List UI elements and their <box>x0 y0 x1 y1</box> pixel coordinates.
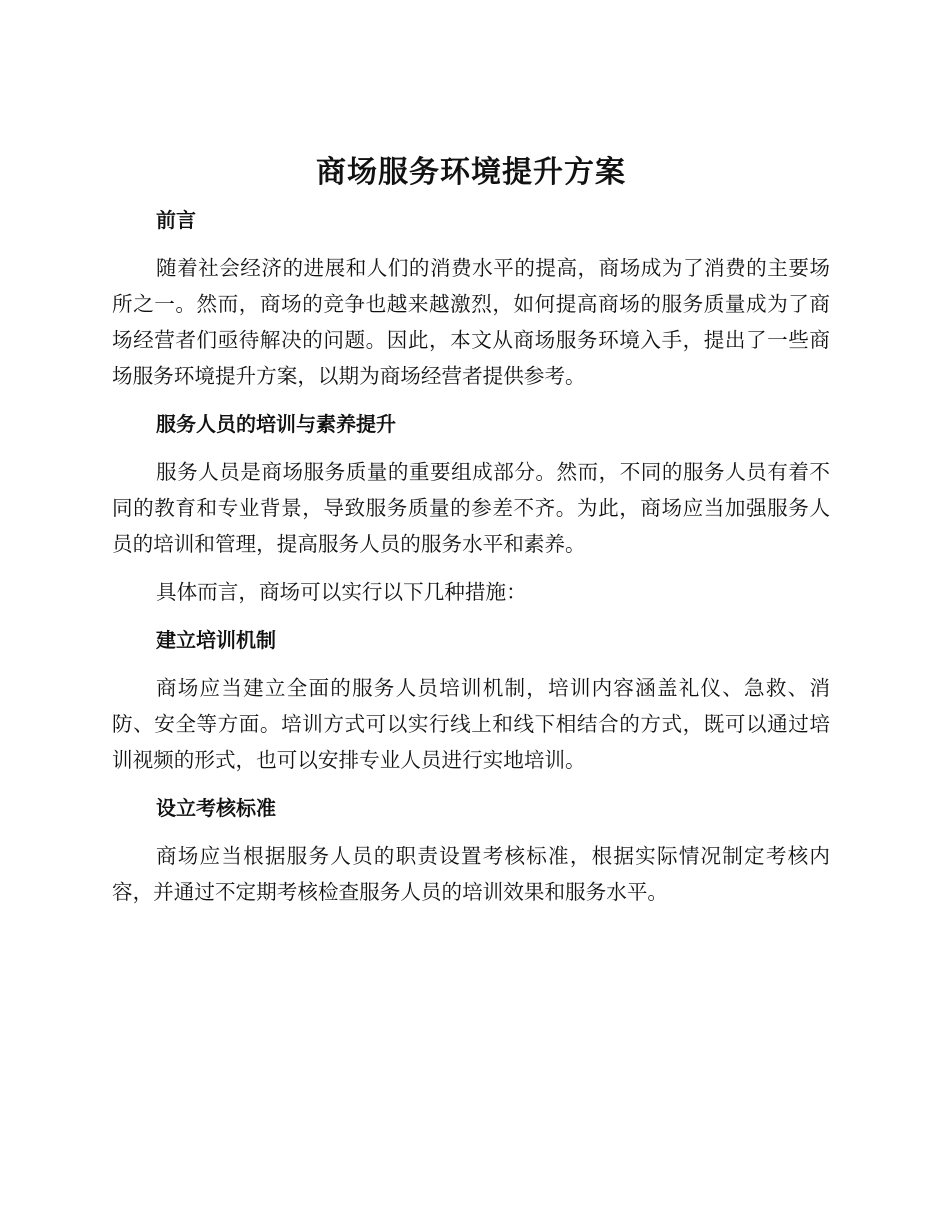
paragraph-measures-intro: 具体而言，商场可以实行以下几种措施： <box>156 580 527 604</box>
section-heading-training: 服务人员的培训与素养提升 <box>156 412 396 436</box>
section-heading-preface: 前言 <box>156 208 196 232</box>
paragraph-assessment: 商场应当根据服务人员的职责设置考核标准，根据实际情况制定考核内容，并通过不定期考核检查服务人员的培训效果和服务水平。 <box>112 844 830 904</box>
section-heading-training-mechanism: 建立培训机制 <box>156 628 276 652</box>
document-title: 商场服务环境提升方案 <box>316 155 626 190</box>
document-content <box>112 150 830 922</box>
section-heading-assessment: 设立考核标准 <box>156 796 276 820</box>
paragraph-training: 服务人员是商场服务质量的重要组成部分。然而，不同的服务人员有着不同的教育和专业背景，导致服务质量的参差不齐。为此，商场应当加强服务人员的培训和管理，提高服务人员的服务水平和素养。 <box>112 460 830 556</box>
paragraph-preface: 随着社会经济的进展和人们的消费水平的提高，商场成为了消费的主要场所之一。然而，商场的竞争也越来越激烈，如何提高商场的服务质量成为了商场经营者们亟待解决的问题。因此，本文从商场服务环境入手，提出了一些商场服务环境提升方案，以期为商场经营者提供参考。 <box>112 256 830 388</box>
paragraph-training-mechanism: 商场应当建立全面的服务人员培训机制，培训内容涵盖礼仪、急救、消防、安全等方面。培训方式可以实行线上和线下相结合的方式，既可以通过培训视频的形式，也可以安排专业人员进行实地培训。 <box>112 676 830 772</box>
